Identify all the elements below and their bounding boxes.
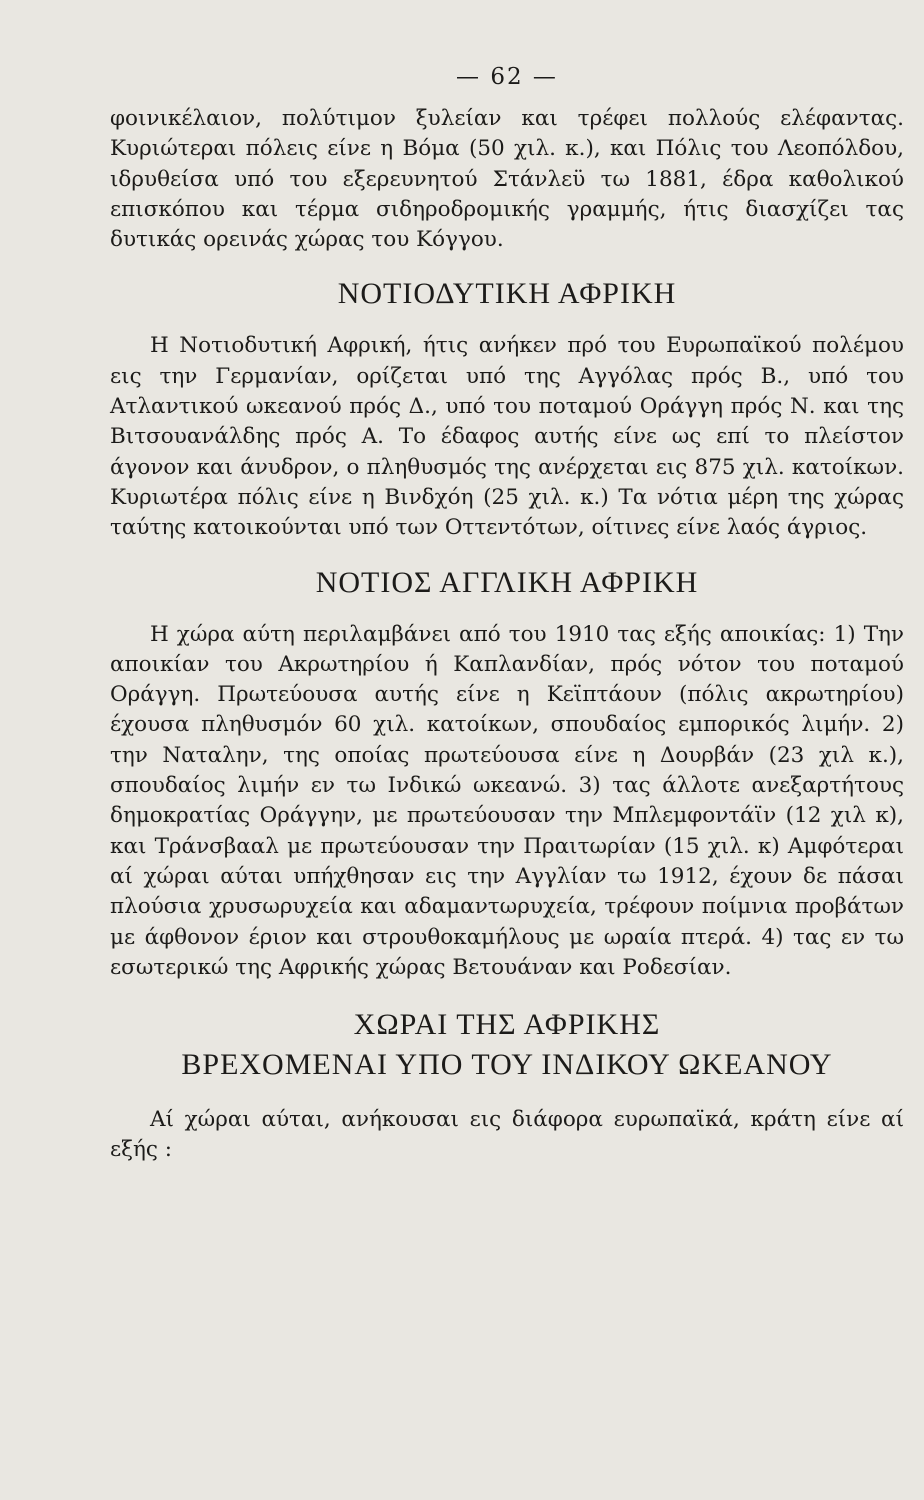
page-number: — 62 —: [456, 64, 558, 90]
paragraph-southwest-africa: Η Νοτιοδυτική Αφρική, ήτις ανήκεν πρό του Ευρωπαϊκού πολέμου εις την Γερμανίαν, ορίζεται υπό της Αγγόλας πρός Β., υπό του Ατλαντικού ωκεανού πρός Δ., υπό του ποταμού Οράγγη πρός Ν. και της Βιτσουανάλδης πρός Α. Το έδαφος αυτής είνε ως επί το πλείστον άγονον και άνυδρον, ο πληθυσμός της ανέρχεται εις 875 χιλ. κατοίκων. Κυριωτέρα πόλις είνε η Βινδχόη (25 χιλ. κ.) Τα νότια μέρη της χώρας ταύτης κατοικούνται υπό των Οττεντότων, οίτινες είνε λαός άγριος.: [110, 333, 904, 541]
heading-southwest-africa: ΝΟΤΙΟΔΥΤΙΚΗ ΑΦΡΙΚΗ: [337, 277, 677, 311]
heading-south-english-africa: ΝΟΤΙΟΣ ΑΓΓΛΙΚΗ ΑΦΡΙΚΗ: [315, 565, 699, 599]
paragraph-south-english-africa: Η χώρα αύτη περιλαμβάνει από του 1910 τας εξής αποικίας: 1) Την αποικίαν του Ακρωτηρίου ή Καπλανδίαν, πρός νότον του ποταμού Οράγγη. Πρωτεύουσα αυτής είνε η Κεϊπτάουν (πόλις ακρωτηρίου) έχουσα πληθυσμόν 60 χιλ. κατοίκων, σπουδαίος εμπορικός λιμήν. 2) την Ναταλην, της οποίας πρωτεύουσα είνε η Δουρβάν (23 χιλ κ.), σπουδαίος λιμήν εν τω Ινδικώ ωκεανώ. 3) τας άλλοτε ανεξαρτήτους δημοκρατίας Οράγγην, με πρωτεύουσαν την Μπλεμφοντάϊν (12 χιλ κ), και Τράνσβααλ με πρωτεύουσαν την Πραιτωρίαν (15 χιλ. κ) Αμφότεραι αί χώραι αύται υπήχθησαν εις την Αγγλίαν τω 1912, έχουν δε πάσαι πλούσια χρυσωρυχεία και αδαμαντωρυχεία, τρέφουν ποίμνια προβάτων με άφθονον έριον και στρουθοκαμήλους με ωραία πτερά. 4) τας εν τω εσωτερικώ της Αφρικής χώρας Βετουάναν και Ροδεσίαν.: [110, 621, 904, 980]
paragraph-congo: φοινικέλαιον, πολύτιμον ξυλείαν και τρέφει πολλούς ελέφαντας. Κυριώτεραι πόλεις είνε η Βόμα (50 χιλ. κ.), και Πόλις του Λεοπόλδου, ιδρυθείσα υπό του εξερευνητού Στάνλεϋ τω 1881, έδρα καθολικού επισκόπου και τέρμα σιδηροδρομικής γραμμής, ήτις διασχίζει τας δυτικάς ορεινάς χώρας του Κόγγου.: [110, 106, 904, 253]
heading-line-1: ΧΩΡΑΙ ΤΗΣ ΑΦΡΙΚΗΣ: [353, 1008, 661, 1042]
paragraph-indian-ocean-intro: Αί χώραι αύται, ανήκουσαι εις διάφορα ευρωπαϊκά, κράτη είνε αί εξής :: [110, 1107, 904, 1163]
heading-line-2: ΒΡΕΧΟΜΕΝΑΙ ΥΠΟ ΤΟΥ ΙΝΔΙΚΟΥ ΩΚΕΑΝΟΥ: [181, 1048, 833, 1082]
heading-indian-ocean-countries: [110, 1005, 904, 1085]
